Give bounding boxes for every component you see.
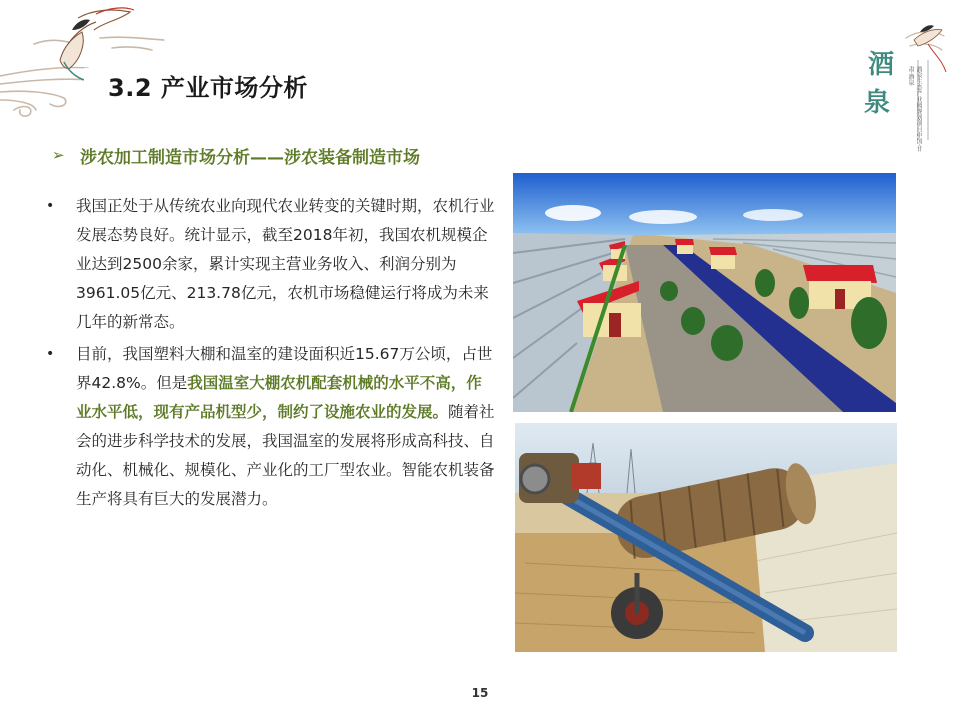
bullet-item-1 bbox=[44, 192, 496, 337]
page-number: 15 bbox=[471, 686, 489, 700]
greenhouse-aerial-photo bbox=[513, 173, 896, 412]
bullet-dot-icon: • bbox=[46, 198, 55, 214]
logo-char-1: 酒 bbox=[868, 50, 895, 80]
slide-title: 3.2 产业市场分析 bbox=[108, 74, 308, 102]
bullet-2-text-after: 随着社会的进步科学技术的发展，我国温室的发展将形成高科技、自动化、机械化、规模化、产业化的工厂型农业。智能农机装备生产将具有巨大的发展潜力。 bbox=[76, 403, 495, 508]
slide-subtitle: 涉农加工制造市场分析——涉农装备制造市场 bbox=[80, 147, 420, 168]
bullet-2-text-before: 目前，我国塑料大棚和温室的建设面积近15.67万公顷，占世界42.8%。但是 bbox=[76, 345, 493, 392]
bullet-2-highlight: 我国温室大棚农机配套机械的水平不高，作业水平低，现有产品机型少，制约了设施农业的发展。 bbox=[76, 374, 482, 421]
subtitle-row bbox=[52, 143, 420, 167]
bullet-1-text: 我国正处于从传统农业向现代农业转变的关键时期，农机行业发展态势良好。统计显示，截至2018年初，我国农机规模企业达到2500余家，累计实现主营业务收入、利润分别为3961.05亿元、213.78亿元，农机市场稳健运行将成为未来几年的新常态。 bbox=[76, 197, 495, 331]
bullet-item-2 bbox=[44, 340, 496, 514]
logo-small-text: 酒泉生态产业园规划项目中国·甘肃·酒泉 bbox=[907, 66, 922, 152]
arrow-bullet-icon: ➢ bbox=[52, 146, 65, 164]
logo-char-2: 泉 bbox=[864, 88, 891, 118]
bullet-list bbox=[44, 192, 496, 514]
greenhouse-machinery-photo bbox=[515, 423, 897, 652]
bullet-dot-icon: • bbox=[46, 346, 55, 362]
